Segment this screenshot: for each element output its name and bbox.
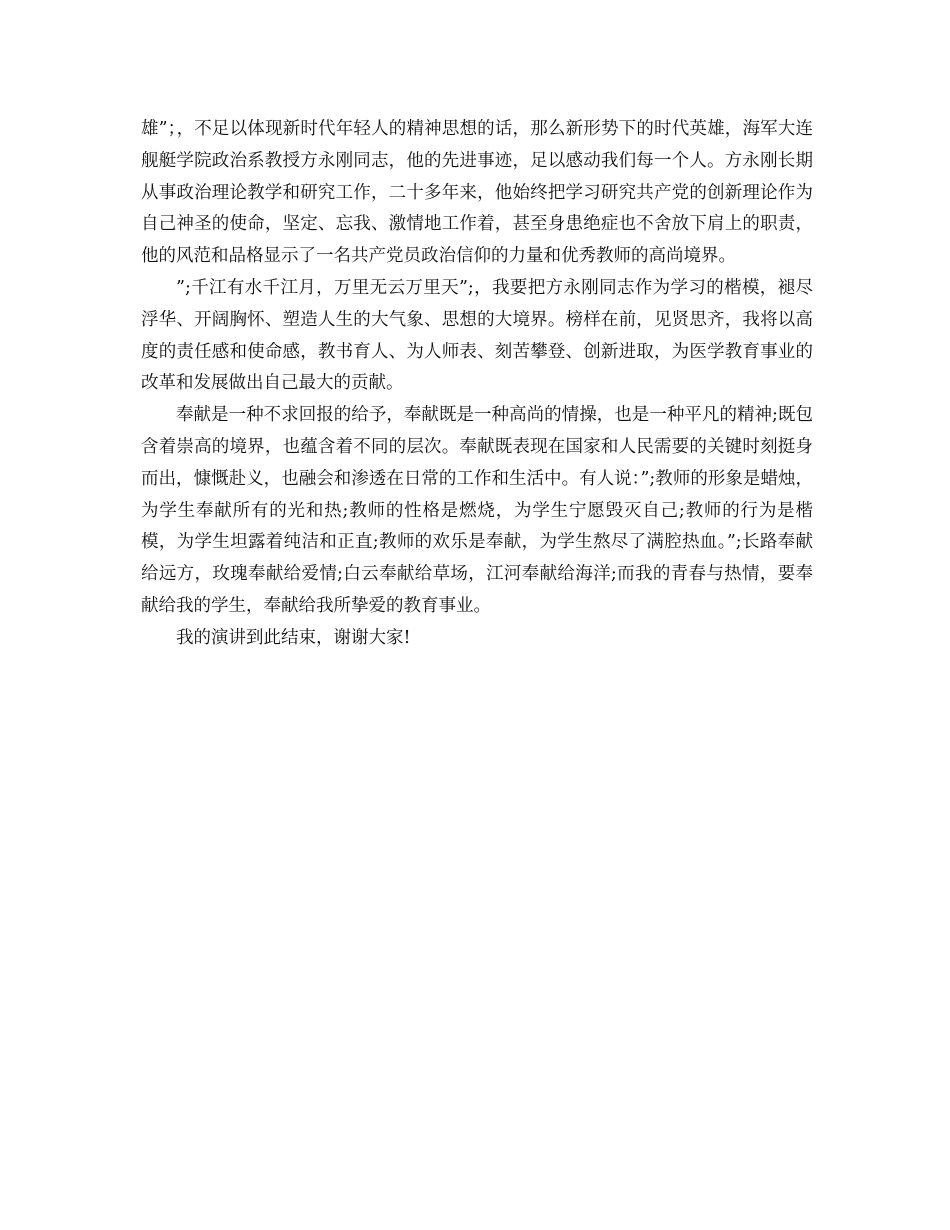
paragraph-1: 雄”；，不足以体现新时代年轻人的精神思想的话，那么新形势下的时代英雄，海军大连舰艇学院政治系教授方永刚同志，他的先进事迹，足以感动我们每一个人。方永刚长期从事政治理论教学和研究工作，二十多年来，他始终把学习研究共产党的创新理论作为自己神圣的使命，坚定、忘我、激情地工作着，甚至身患绝症也不舍放下肩上的职责，他的风范和品格显示了一名共产党员政治信仰的力量和优秀教师的高尚境界。 [141, 119, 813, 267]
paragraph-3: 奉献是一种不求回报的给予，奉献既是一种高尚的情操，也是一种平凡的精神;既包含着崇高的境界，也蕴含着不同的层次。奉献既表现在国家和人民需要的关键时刻挺身而出，慷慨赴义，也融会和渗透在日常的工作和生活中。有人说：”;教师的形象是蜡烛，为学生奉献所有的光和热;教师的性格是燃烧，为学生宁愿毁灭自己;教师的行为是楷模，为学生坦露着纯洁和正直;教师的欢乐是奉献，为学生熬尽了满腔热血。”;长路奉献给远方，玫瑰奉献给爱情;白云奉献给草场，江河奉献给海洋;而我的青春与热情，要奉献给我的学生，奉献给我所挚爱的教育事业。 [141, 405, 813, 616]
document-body [141, 114, 813, 655]
paragraph-closing: 我的演讲到此结束，谢谢大家! [176, 627, 411, 648]
paragraph-2: ”;千江有水千江月，万里无云万里天”;，我要把方永刚同志作为学习的楷模，褪尽浮华、开阔胸怀、塑造人生的大气象、思想的大境界。榜样在前，见贤思齐，我将以高度的责任感和使命感，教书育人、为人师表、刻苦攀登、创新进取，为医学教育事业的改革和发展做出自己最大的贡献。 [141, 277, 813, 394]
